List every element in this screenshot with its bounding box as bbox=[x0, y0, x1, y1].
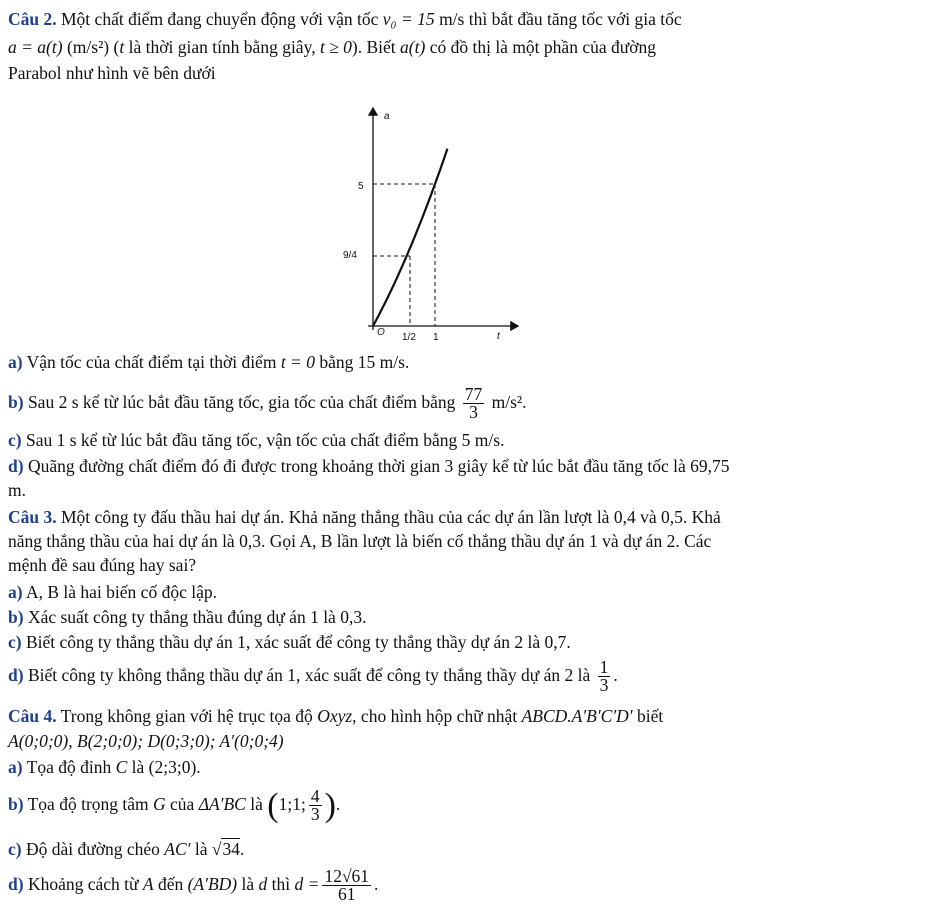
q4c-text: Độ dài đường chéo bbox=[21, 839, 165, 859]
q4-part-d bbox=[8, 862, 378, 906]
q4b-text: của bbox=[165, 794, 199, 814]
q2-part-d-cont: m. bbox=[8, 480, 26, 500]
part-label: c) bbox=[8, 430, 22, 450]
q2-part-a bbox=[8, 352, 409, 372]
q4d-var: d bbox=[258, 874, 268, 894]
fraction-1-3 bbox=[598, 659, 611, 694]
part-label: a) bbox=[8, 757, 23, 777]
q3-part-a bbox=[8, 582, 217, 602]
q2-text: (m/s²) ( bbox=[62, 37, 120, 57]
part-label: d) bbox=[8, 456, 24, 476]
q2-text: có đồ thị là một phần của đường bbox=[425, 37, 656, 57]
q4b-text: là bbox=[245, 794, 268, 814]
q3-part-b bbox=[8, 607, 366, 627]
q4b-text: Tọa độ trọng tâm bbox=[23, 794, 154, 814]
q3d-text: Biết công ty không thắng thầu dự án 1, xác suất để công ty thắng thầy dự án 2 là bbox=[23, 665, 595, 685]
q2-cond: t ≥ 0 bbox=[319, 37, 352, 57]
q4a-text: Tọa độ đỉnh bbox=[22, 757, 116, 777]
q3-heading: Câu 3. bbox=[8, 507, 57, 527]
q4a-text: là bbox=[127, 757, 149, 777]
q4-part-b bbox=[8, 782, 340, 826]
q3a-text: A, B là hai biến cố độc lập. bbox=[22, 582, 217, 602]
part-label: b) bbox=[8, 607, 24, 627]
q4c-radicand: 34 bbox=[222, 839, 240, 859]
q2a-text: bằng 15 m/s. bbox=[314, 352, 410, 372]
x-tick-label: 1 bbox=[433, 332, 439, 343]
numerator: 4 bbox=[310, 786, 320, 807]
q4b-coords: 1;1; bbox=[278, 794, 306, 814]
origin-label: O bbox=[377, 327, 385, 338]
q3-line-2: năng thắng thầu của hai dự án là 0,3. Gọi A, B lần lượt là biến cố thắng thầu dự án 1 và dự án 2. Các bbox=[8, 531, 712, 551]
q2-part-b bbox=[8, 380, 527, 424]
y-tick-label: 9/4 bbox=[343, 250, 357, 261]
q2-var-t: t bbox=[119, 37, 125, 57]
q2-v0: v₀ = 15 bbox=[382, 9, 435, 29]
left-paren: ( bbox=[267, 786, 279, 824]
q4-points: A(0;0;0), B(2;0;0); D(0;3;0); A′(0;0;4) bbox=[8, 731, 284, 751]
q2-part-d bbox=[8, 456, 730, 476]
q2-line-2 bbox=[8, 37, 656, 57]
q3-text: Một công ty đấu thầu hai dự án. Khả năng thắng thầu của các dự án lần lượt là 0,4 và 0,5. Khả bbox=[56, 507, 721, 527]
q4c-end: . bbox=[239, 839, 245, 859]
numerator: 77 bbox=[464, 384, 483, 405]
q3b-text: Xác suất công ty thắng thầu đúng dự án 1 là 0,3. bbox=[23, 607, 367, 627]
q4d-text: thì bbox=[267, 874, 295, 894]
q2a-cond: t = 0 bbox=[280, 352, 315, 372]
q3-part-c bbox=[8, 632, 571, 652]
x-tick-label: 1/2 bbox=[402, 332, 416, 343]
q2-text: ). Biết bbox=[351, 37, 401, 57]
q4d-eq: d = bbox=[294, 874, 320, 894]
q4-part-a bbox=[8, 757, 201, 777]
q4d-text: là bbox=[237, 874, 259, 894]
q2-text: là thời gian tính bằng giây, bbox=[124, 37, 320, 57]
q4a-point: C bbox=[115, 757, 128, 777]
q2-line-3: Parabol như hình vẽ bên dưới bbox=[8, 63, 216, 83]
denominator: 3 bbox=[469, 402, 478, 423]
q4d-text: Khoảng cách từ bbox=[23, 874, 143, 894]
q2-text: m/s thì bắt đầu tăng tốc với gia tốc bbox=[434, 9, 682, 29]
part-label: d) bbox=[8, 874, 24, 894]
numerator: 1 bbox=[599, 657, 609, 678]
part-label: c) bbox=[8, 632, 22, 652]
q4b-end: . bbox=[335, 794, 341, 814]
sqrt-sign: √ bbox=[211, 839, 222, 859]
part-label: b) bbox=[8, 392, 24, 412]
q2-heading: Câu 2. bbox=[8, 9, 57, 29]
right-paren: ) bbox=[324, 786, 336, 824]
q4-text: , cho hình hộp chữ nhật bbox=[352, 706, 522, 726]
q3-line-3: mệnh đề sau đúng hay sai? bbox=[8, 555, 197, 575]
q4b-triangle: ΔA′BC bbox=[198, 794, 246, 814]
q4c-segment: AC′ bbox=[164, 839, 191, 859]
q2-accel: a = a(t) bbox=[8, 37, 63, 57]
q4-box: ABCD.A′B′C′D′ bbox=[521, 706, 633, 726]
fraction-4-3 bbox=[309, 788, 322, 823]
part-label: c) bbox=[8, 839, 22, 859]
q4-heading: Câu 4. bbox=[8, 706, 57, 726]
q4d-text: đến bbox=[153, 874, 188, 894]
y-axis-label: a bbox=[384, 111, 390, 122]
q4b-point: G bbox=[153, 794, 166, 814]
q2-at: a(t) bbox=[400, 37, 426, 57]
q4-text: biết bbox=[632, 706, 664, 726]
q2d-text: Quãng đường chất điểm đó đi được trong khoảng thời gian 3 giây kể từ lúc bắt đầu tăng tốc là 69,75 bbox=[23, 456, 730, 476]
fraction-12sqrt61-61 bbox=[322, 868, 371, 903]
denominator: 3 bbox=[310, 804, 320, 825]
denominator: 3 bbox=[599, 675, 609, 696]
q2-line-1 bbox=[8, 9, 682, 29]
numerator: 12√61 bbox=[324, 866, 370, 887]
q2b-text: m/s². bbox=[487, 392, 527, 412]
denominator: 61 bbox=[337, 884, 356, 905]
part-label: b) bbox=[8, 794, 24, 814]
acceleration-graph bbox=[328, 96, 528, 351]
q4d-point: A bbox=[142, 874, 154, 894]
q2-part-c bbox=[8, 430, 504, 450]
q4d-end: . bbox=[374, 874, 379, 894]
q4-line-1 bbox=[8, 706, 663, 726]
q4-system: Oxyz bbox=[317, 706, 353, 726]
x-axis-label: t bbox=[497, 331, 500, 342]
y-tick-label: 5 bbox=[358, 181, 364, 192]
q4d-plane: (A′BD) bbox=[187, 874, 238, 894]
q3-line-1 bbox=[8, 507, 721, 527]
q4a-value: (2;3;0). bbox=[148, 757, 201, 777]
q3-part-d bbox=[8, 655, 618, 695]
q2b-text: Sau 2 s kể từ lúc bắt đầu tăng tốc, gia tốc của chất điểm bằng bbox=[23, 392, 460, 412]
q4-part-c bbox=[8, 839, 244, 859]
q3c-text: Biết công ty thắng thầu dự án 1, xác suất để công ty thắng thầy dự án 2 là 0,7. bbox=[21, 632, 571, 652]
q2a-text: Vận tốc của chất điểm tại thời điểm bbox=[22, 352, 281, 372]
q2-text: Một chất điểm đang chuyển động với vận tốc bbox=[61, 9, 383, 29]
part-label: a) bbox=[8, 582, 23, 602]
q2c-text: Sau 1 s kể từ lúc bắt đầu tăng tốc, vận tốc của chất điểm bằng 5 m/s. bbox=[21, 430, 505, 450]
fraction-77-3 bbox=[463, 386, 485, 421]
part-label: a) bbox=[8, 352, 23, 372]
q4-text: Trong không gian với hệ trục tọa độ bbox=[56, 706, 318, 726]
q4c-text: là bbox=[190, 839, 212, 859]
part-label: d) bbox=[8, 665, 24, 685]
q3d-end: . bbox=[613, 665, 618, 685]
